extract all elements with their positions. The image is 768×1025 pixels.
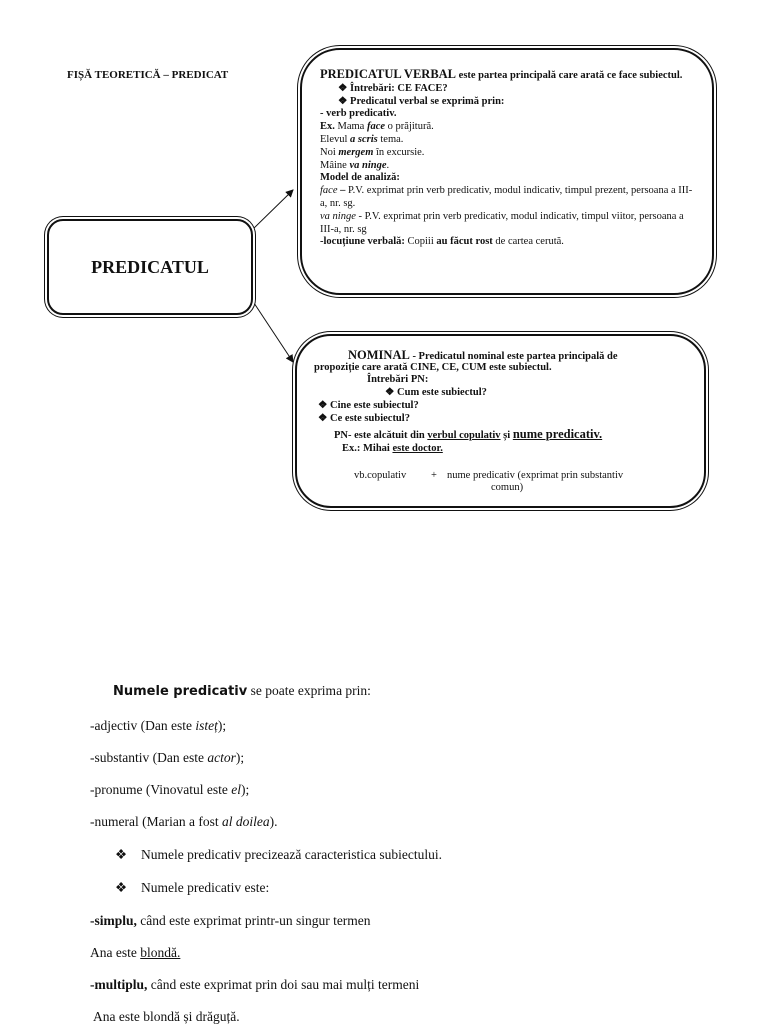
np-intro: Numele predicativ se poate exprima prin:	[113, 683, 371, 699]
predicatul-box	[47, 219, 253, 315]
nominal-plus: +	[431, 470, 437, 481]
np-bullet-1: ❖ Numele predicativ precizează caracteristica subiectului.	[115, 847, 442, 862]
verbal-verb-predicativ: - verb predicativ.	[320, 108, 397, 120]
bullet-icon: ❖	[115, 847, 128, 862]
document-title: FIȘĂ TEORETICĂ – PREDICAT	[67, 69, 229, 81]
np-numeral: -numeral (Marian a fost al doilea).	[90, 814, 278, 829]
arrow-to-verbal	[252, 190, 293, 230]
bullet-icon: ❖	[115, 880, 128, 895]
nominal-definition: propoziție care arată CINE, CE, CUM este subiectul.	[314, 362, 552, 373]
np-adjectiv: -adjectiv (Dan este isteț);	[90, 718, 227, 733]
verbal-heading: PREDICATUL VERBAL este partea principală care arată ce face subiectul.	[320, 67, 683, 81]
verbal-example-1: Ex. Mama face o prăjitură.	[320, 121, 434, 133]
np-multiplu-example: Ana este blondă și drăguță.	[93, 1009, 240, 1024]
arrow-to-nominal	[252, 300, 293, 362]
predicat-verbal-box	[300, 48, 714, 295]
nominal-question-2: ❖ Cine este subiectul?	[318, 400, 419, 411]
np-substantiv: -substantiv (Dan este actor);	[90, 750, 245, 765]
verbal-locutiune: -locuțiune verbală: Copiii au făcut rost de cartea cerută.	[320, 236, 564, 248]
verbal-example-3: Noi mergem în excursie.	[320, 146, 425, 158]
nominal-composition: PN- este alcătuit din verbul copulativ și nume predicativ.	[334, 427, 603, 441]
verbal-example-4: Mâine va ninge.	[320, 159, 390, 171]
np-simplu-example: Ana este blondă.	[90, 945, 181, 960]
nominal-nume-predicativ-cont: comun)	[491, 482, 524, 493]
verbal-analysis-1: face – P.V. exprimat prin verb predicativ, modul indicativ, timpul prezent, persoana a III-a, nr. sg.	[320, 185, 693, 209]
verbal-expression: ❖ Predicatul verbal se exprimă prin:	[338, 95, 505, 107]
verbal-example-2: Elevul a scris tema.	[320, 133, 404, 145]
nominal-questions-label: Întrebări PN:	[367, 374, 429, 385]
np-pronume: -pronume (Vinovatul este el);	[90, 782, 250, 797]
verbal-model-label: Model de analiză:	[320, 172, 400, 184]
verbal-question: ❖ Întrebări: CE FACE?	[338, 82, 448, 94]
nominal-nume-predicativ: nume predicativ (exprimat prin substantiv	[447, 470, 624, 481]
nominal-question-1: ❖ Cum este subiectul?	[385, 387, 487, 398]
nominal-heading: NOMINAL - Predicatul nominal este partea principală de	[348, 348, 618, 362]
predicat-nominal-box	[295, 334, 706, 508]
nominal-vb-copulativ: vb.copulativ	[354, 470, 407, 481]
np-bullet-2: ❖ Numele predicativ este:	[115, 880, 270, 895]
nominal-example: Ex.: Mihai este doctor.	[342, 443, 443, 454]
np-multiplu: -multiplu, când este exprimat prin doi sau mai mulți termeni	[90, 977, 420, 992]
verbal-analysis-2: va ninge - P.V. exprimat prin verb predicativ, modul indicativ, timpul viitor, persoana a III-a, nr. sg	[320, 210, 684, 235]
np-simplu: -simplu, când este exprimat printr-un singur termen	[90, 913, 371, 928]
nominal-question-3: ❖ Ce este subiectul?	[318, 413, 410, 424]
predicatul-label: PREDICATUL	[91, 256, 209, 277]
